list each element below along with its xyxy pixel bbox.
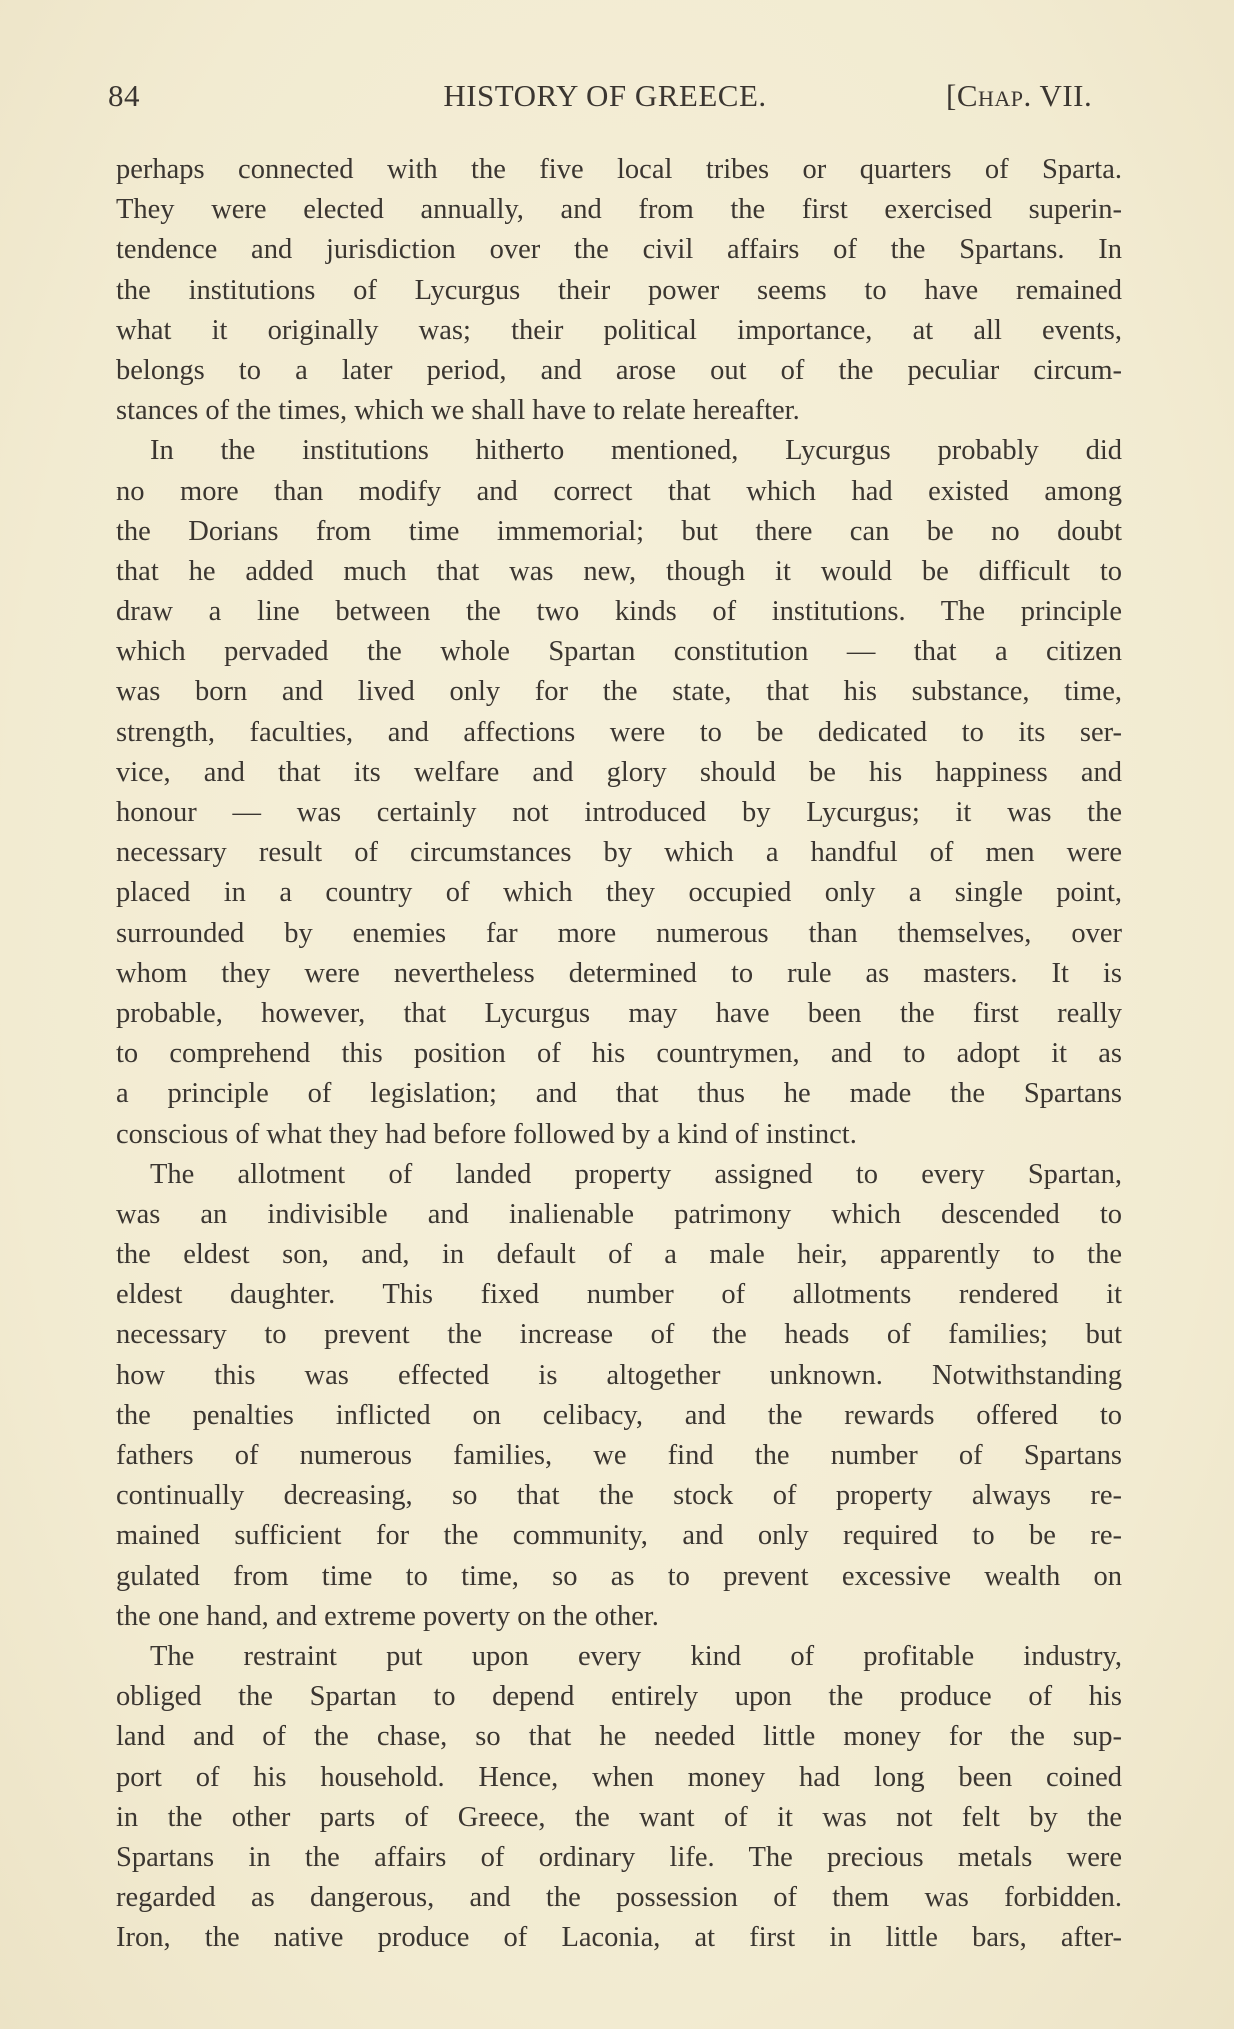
paragraph (116, 431, 1122, 1154)
text-line: eldest daughter. This fixed number of allotments rendered it (116, 1279, 1122, 1311)
text-line: a principle of legislation; and that thus he made the Spartans (116, 1078, 1122, 1110)
text-line: draw a line between the two kinds of institutions. The principle (116, 596, 1122, 628)
text-line: was an indivisible and inalienable patrimony which descended to (116, 1198, 1122, 1230)
text-line: what it originally was; their political importance, at all events, (116, 314, 1122, 346)
text-line: which pervaded the whole Spartan constitution — that a citizen (116, 636, 1122, 668)
text-line: In the institutions hitherto mentioned, Lycurgus probably did (150, 435, 1122, 467)
text-line: the eldest son, and, in default of a male heir, apparently to the (116, 1239, 1122, 1271)
text-line: The allotment of landed property assigned to every Spartan, (150, 1158, 1122, 1190)
text-line: surrounded by enemies far more numerous than themselves, over (116, 917, 1122, 949)
text-line: land and of the chase, so that he needed little money for the sup- (116, 1721, 1122, 1753)
text-line: fathers of numerous families, we find the number of Spartans (116, 1440, 1122, 1471)
text-line: perhaps connected with the five local tribes or quarters of Sparta. (116, 154, 1122, 185)
text-line: in the other parts of Greece, the want of it was not felt by the (116, 1801, 1122, 1833)
text-line: whom they were nevertheless determined to rule as masters. It is (116, 957, 1122, 989)
text-line: port of his household. Hence, when money had long been coined (116, 1761, 1122, 1793)
text-line: placed in a country of which they occupied only a single point, (116, 877, 1122, 909)
text-line: strength, faculties, and affections were to be dedicated to its ser- (116, 716, 1122, 748)
body-text (116, 150, 1122, 1958)
text-line: to comprehend this position of his countrymen, and to adopt it as (116, 1038, 1122, 1070)
running-title: HISTORY OF GREECE. (443, 78, 767, 113)
text-line: tendence and jurisdiction over the civil affairs of the Spartans. In (116, 234, 1122, 266)
text-line: the penalties inflicted on celibacy, and the rewards offered to (116, 1399, 1122, 1431)
text-line: vice, and that its welfare and glory should be his happiness and (116, 756, 1122, 788)
text-line: stances of the times, which we shall have to relate hereafter. (116, 395, 800, 427)
text-line: was born and lived only for the state, that his substance, time, (116, 676, 1122, 708)
text-line: continually decreasing, so that the stock of property always re- (116, 1480, 1122, 1512)
text-line: mained sufficient for the community, and only required to be re- (116, 1520, 1122, 1552)
text-line: The restraint put upon every kind of profitable industry, (150, 1640, 1122, 1672)
text-line: probable, however, that Lycurgus may have been the first really (116, 997, 1122, 1029)
text-line: belongs to a later period, and arose out of the peculiar circum- (116, 354, 1122, 386)
text-line: necessary result of circumstances by which a handful of men were (116, 837, 1122, 869)
text-line: regarded as dangerous, and the possession of them was forbidden. (116, 1882, 1122, 1914)
text-line: conscious of what they had before followed by a kind of instinct. (116, 1118, 857, 1150)
text-line: the one hand, and extreme poverty on the other. (116, 1600, 659, 1632)
text-line: gulated from time to time, so as to prevent excessive wealth on (116, 1560, 1122, 1592)
paragraph (116, 1155, 1122, 1637)
text-line: obliged the Spartan to depend entirely upon the produce of his (116, 1681, 1122, 1713)
chapter-label: [Chap. VII. (946, 78, 1093, 113)
text-line: honour — was certainly not introduced by Lycurgus; it was the (116, 797, 1122, 828)
paragraph (116, 150, 1122, 431)
text-line: Spartans in the affairs of ordinary life. The precious metals were (116, 1841, 1122, 1873)
text-line: necessary to prevent the increase of the heads of families; but (116, 1319, 1122, 1351)
text-line: that he added much that was new, though it would be difficult to (116, 555, 1122, 587)
text-line: how this was effected is altogether unknown. Notwithstanding (116, 1359, 1122, 1391)
text-line: Iron, the native produce of Laconia, at first in little bars, after- (116, 1922, 1122, 1954)
text-line: the Dorians from time immemorial; but there can be no doubt (116, 515, 1122, 547)
text-line: They were elected annually, and from the first exercised superin- (116, 194, 1122, 226)
page-number: 84 (108, 78, 140, 113)
paragraph (116, 1637, 1122, 1959)
text-line: no more than modify and correct that which had existed among (116, 475, 1122, 507)
text-line: the institutions of Lycurgus their power seems to have remained (116, 274, 1122, 306)
